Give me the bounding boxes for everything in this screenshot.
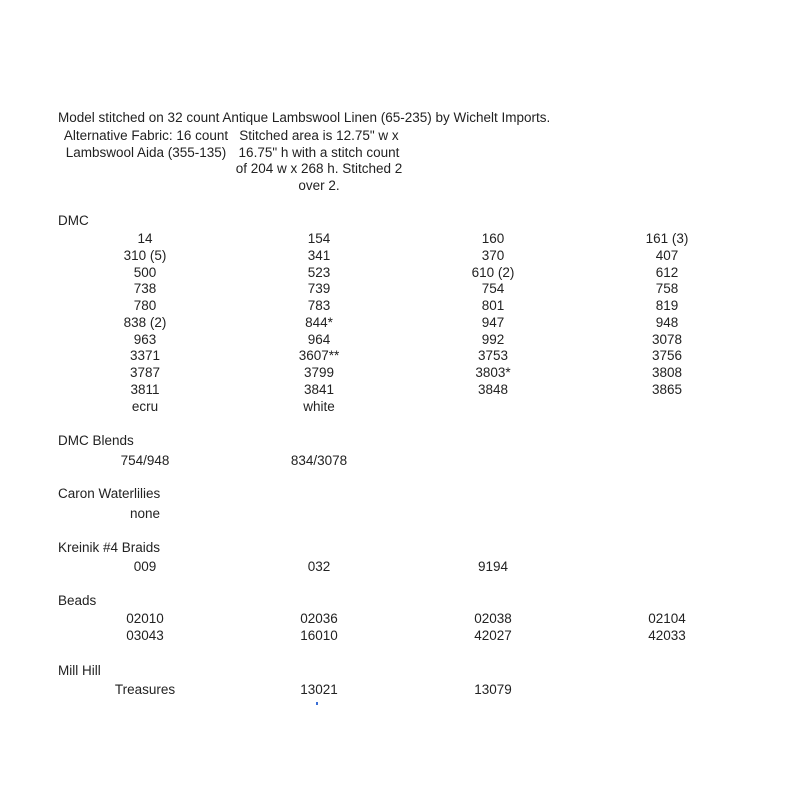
dmc-cell: 14 bbox=[137, 231, 153, 246]
dmc-cell: 3808 bbox=[651, 365, 683, 380]
mill-hill-item: 13079 bbox=[474, 682, 512, 697]
dmc-blend-item: 834/3078 bbox=[290, 453, 348, 468]
dmc-cell: 523 bbox=[307, 264, 331, 280]
kreinik-item: 009 bbox=[133, 559, 157, 574]
dmc-cell: 3078 bbox=[651, 331, 683, 347]
dmc-cell: 3756 bbox=[651, 348, 683, 364]
dmc-cell: 947 bbox=[481, 314, 505, 330]
dmc-cell: 3799 bbox=[303, 365, 335, 380]
dmc-cell: 963 bbox=[133, 331, 157, 347]
kreinik-item: 9194 bbox=[477, 559, 509, 574]
stitched-area-line: over 2. bbox=[298, 177, 340, 193]
alternative-fabric-line: Lambswool Aida (355-135) bbox=[65, 144, 227, 160]
beads-cell: 02036 bbox=[300, 611, 338, 626]
alternative-fabric bbox=[58, 128, 234, 161]
dmc-cell: 738 bbox=[133, 281, 157, 297]
dmc-cell: 754 bbox=[481, 281, 505, 297]
stitched-area-line: 16.75" h with a stitch count bbox=[238, 144, 400, 160]
dmc-cell: 783 bbox=[307, 298, 331, 313]
dmc-cell: 3865 bbox=[651, 381, 683, 397]
dmc-cell: 3841 bbox=[303, 381, 335, 397]
dmc-blend-item: 754/948 bbox=[120, 453, 170, 468]
kreinik-item: 032 bbox=[307, 559, 331, 574]
dmc-cell: 3371 bbox=[129, 348, 161, 364]
alternative-fabric-line: Alternative Fabric: 16 count bbox=[63, 128, 229, 143]
dmc-cell: 964 bbox=[307, 331, 331, 347]
dmc-cell: 819 bbox=[655, 298, 679, 313]
dmc-cell: 3848 bbox=[477, 381, 509, 397]
mill-hill-item: 13021 bbox=[300, 682, 338, 697]
dmc-cell: 154 bbox=[307, 231, 331, 246]
kreinik-heading: Kreinik #4 Braids bbox=[58, 540, 161, 555]
beads-cell: 16010 bbox=[300, 628, 338, 643]
dmc-cell: 612 bbox=[655, 264, 679, 280]
dmc-cell: 739 bbox=[307, 281, 331, 297]
mill-hill-item: Treasures bbox=[114, 682, 176, 697]
dmc-cell: 780 bbox=[133, 298, 157, 313]
beads-cell: 02038 bbox=[474, 611, 512, 626]
beads-cell: 03043 bbox=[126, 628, 164, 643]
beads-cell: 42033 bbox=[648, 628, 686, 643]
dmc-cell: 3787 bbox=[129, 365, 161, 380]
caron-item: none bbox=[129, 506, 161, 521]
dmc-cell: white bbox=[303, 398, 335, 414]
dmc-blends-heading: DMC Blends bbox=[58, 433, 134, 448]
beads-heading: Beads bbox=[58, 593, 97, 608]
dmc-cell: 161 (3) bbox=[645, 231, 689, 246]
dmc-cell: 160 bbox=[481, 231, 505, 246]
dmc-cell: 3811 bbox=[130, 381, 160, 397]
dmc-cell: 610 (2) bbox=[471, 264, 515, 280]
dmc-cell: 370 bbox=[481, 247, 505, 263]
dmc-cell: 838 (2) bbox=[123, 314, 167, 330]
dmc-cell: 500 bbox=[133, 264, 157, 280]
dmc-cell: 948 bbox=[655, 314, 679, 330]
dmc-heading: DMC bbox=[58, 213, 89, 228]
dmc-cell: 341 bbox=[307, 247, 331, 263]
dmc-cell: 844* bbox=[305, 314, 333, 330]
stitched-area-line: Stitched area is 12.75" w x bbox=[239, 128, 399, 143]
model-description: Model stitched on 32 count Antique Lambswool Linen (65-235) by Wichelt Imports. bbox=[58, 110, 551, 125]
dmc-cell: 3607** bbox=[298, 348, 340, 364]
stitched-area bbox=[228, 128, 410, 194]
beads-cell: 02104 bbox=[648, 611, 686, 626]
mill-hill-heading: Mill Hill bbox=[58, 663, 101, 678]
caron-heading: Caron Waterlilies bbox=[58, 486, 161, 501]
stitched-area-line: of 204 w x 268 h. Stitched 2 bbox=[235, 161, 403, 176]
beads-cell: 42027 bbox=[474, 628, 512, 643]
dmc-cell: 758 bbox=[655, 281, 679, 297]
cursor-mark bbox=[316, 702, 318, 705]
beads-cell: 02010 bbox=[126, 611, 164, 626]
dmc-cell: 801 bbox=[481, 298, 505, 313]
dmc-cell: 407 bbox=[655, 247, 679, 263]
dmc-cell: 992 bbox=[481, 331, 505, 347]
dmc-cell: 3803* bbox=[475, 365, 511, 380]
dmc-cell: 310 (5) bbox=[123, 247, 167, 263]
dmc-cell: ecru bbox=[131, 398, 159, 414]
dmc-cell: 3753 bbox=[477, 348, 509, 364]
